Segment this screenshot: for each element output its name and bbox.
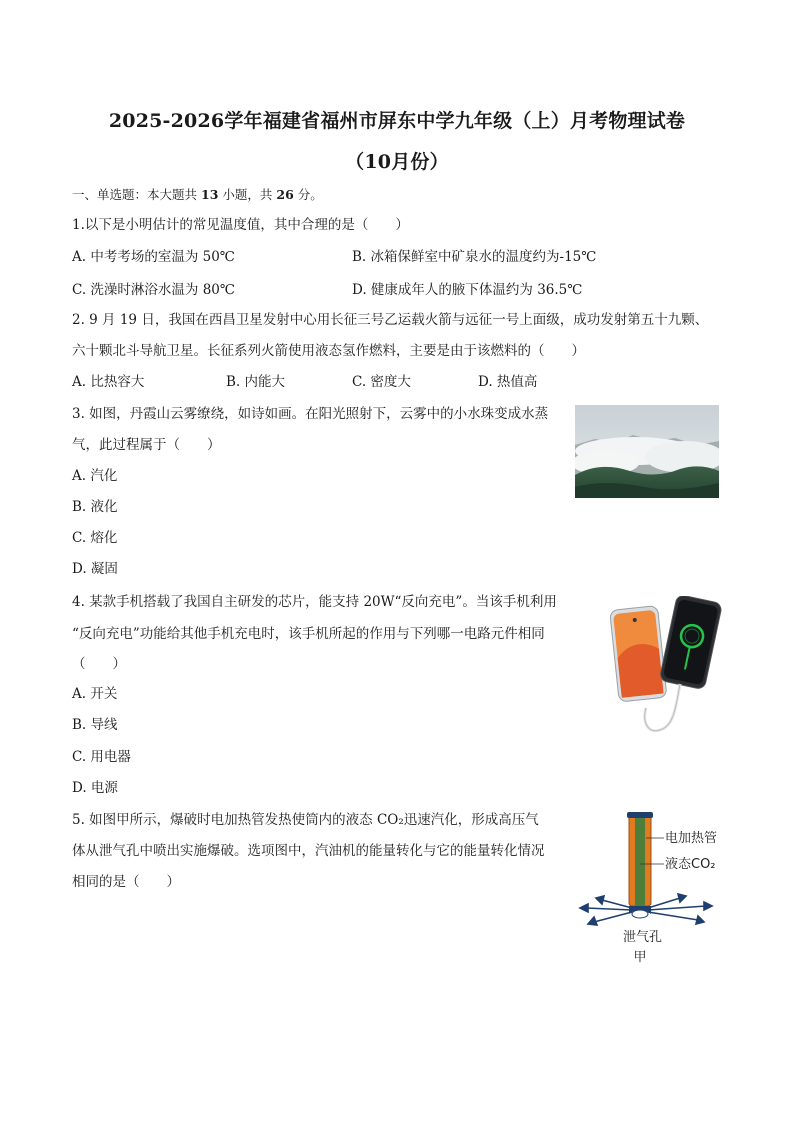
mountain-mist-photo	[575, 405, 719, 498]
q2-option-d: D. 热值高	[478, 374, 538, 390]
q4-option-c: C. 用电器	[72, 749, 131, 765]
q5-stem-line2: 体从泄气孔中喷出实施爆破。选项图中，汽油机的能量转化与它的能量转化情况	[72, 843, 545, 859]
q2-option-c: C. 密度大	[352, 374, 411, 390]
label-liquid-co2: 液态CO₂	[665, 857, 716, 872]
q1-option-d: D. 健康成年人的腋下体温约为 36.5℃	[352, 282, 583, 298]
q2-stem-line2: 六十颗北斗导航卫星。长征系列火箭使用液态氢作燃料，主要是由于该燃料的（ ）	[72, 343, 585, 359]
q3-option-c: C. 熔化	[72, 530, 118, 546]
q3-stem-line1: 3. 如图，丹霞山云雾缭绕，如诗如画。在阳光照射下，云雾中的小水珠变成水蒸	[72, 406, 549, 422]
q1-stem: 1.以下是小明估计的常见温度值，其中合理的是（ ）	[72, 217, 409, 233]
q1-option-c: C. 洗澡时淋浴水温为 80℃	[72, 282, 236, 298]
q4-stem-line2: “反向充电”功能给其他手机充电时，该手机所起的作用与下列哪一电路元件相同	[72, 626, 545, 642]
exam-subtitle: （10月份）	[345, 151, 449, 173]
q2-option-a: A. 比热容大	[72, 374, 145, 390]
q2-stem-line1: 2. 9 月 19 日，我国在西昌卫星发射中心用长征三号乙运载火箭与远征一号上面级，成功发射第五十九颗、	[72, 312, 709, 328]
q4-option-d: D. 电源	[72, 780, 118, 796]
q3-option-d: D. 凝固	[72, 561, 118, 577]
blasting-tube-diagram	[572, 810, 724, 970]
figure-caption: 甲	[633, 950, 647, 965]
label-heater: 电加热管	[665, 831, 718, 846]
exam-title: 2025-2026学年福建省福州市屏东中学九年级（上）月考物理试卷	[108, 110, 686, 132]
q1-option-a: A. 中考考场的室温为 50℃	[72, 249, 235, 265]
q1-option-b: B. 冰箱保鲜室中矿泉水的温度约为-15℃	[352, 249, 597, 265]
q2-option-b: B. 内能大	[226, 374, 286, 390]
q3-option-b: B. 液化	[72, 499, 118, 515]
q4-option-a: A. 开关	[72, 686, 118, 702]
section-heading: 一、单选题：本大题共 13 小题，共 26 分。	[72, 187, 323, 202]
q4-option-b: B. 导线	[72, 717, 118, 733]
reverse-charging-phones-image	[606, 596, 724, 738]
label-vent: 泄气孔	[623, 930, 663, 945]
q3-stem-line2: 气，此过程属于（ ）	[72, 437, 221, 453]
q4-stem-line3: （ ）	[72, 656, 126, 672]
q3-option-a: A. 汽化	[72, 468, 118, 484]
q5-stem-line1: 5. 如图甲所示，爆破时电加热管发热使筒内的液态 CO₂迅速汽化，形成高压气	[72, 812, 539, 828]
q5-stem-line3: 相同的是（ ）	[72, 874, 180, 890]
q4-stem-line1: 4. 某款手机搭载了我国自主研发的芯片，能支持 20W“反向充电”。当该手机利用	[72, 594, 557, 610]
